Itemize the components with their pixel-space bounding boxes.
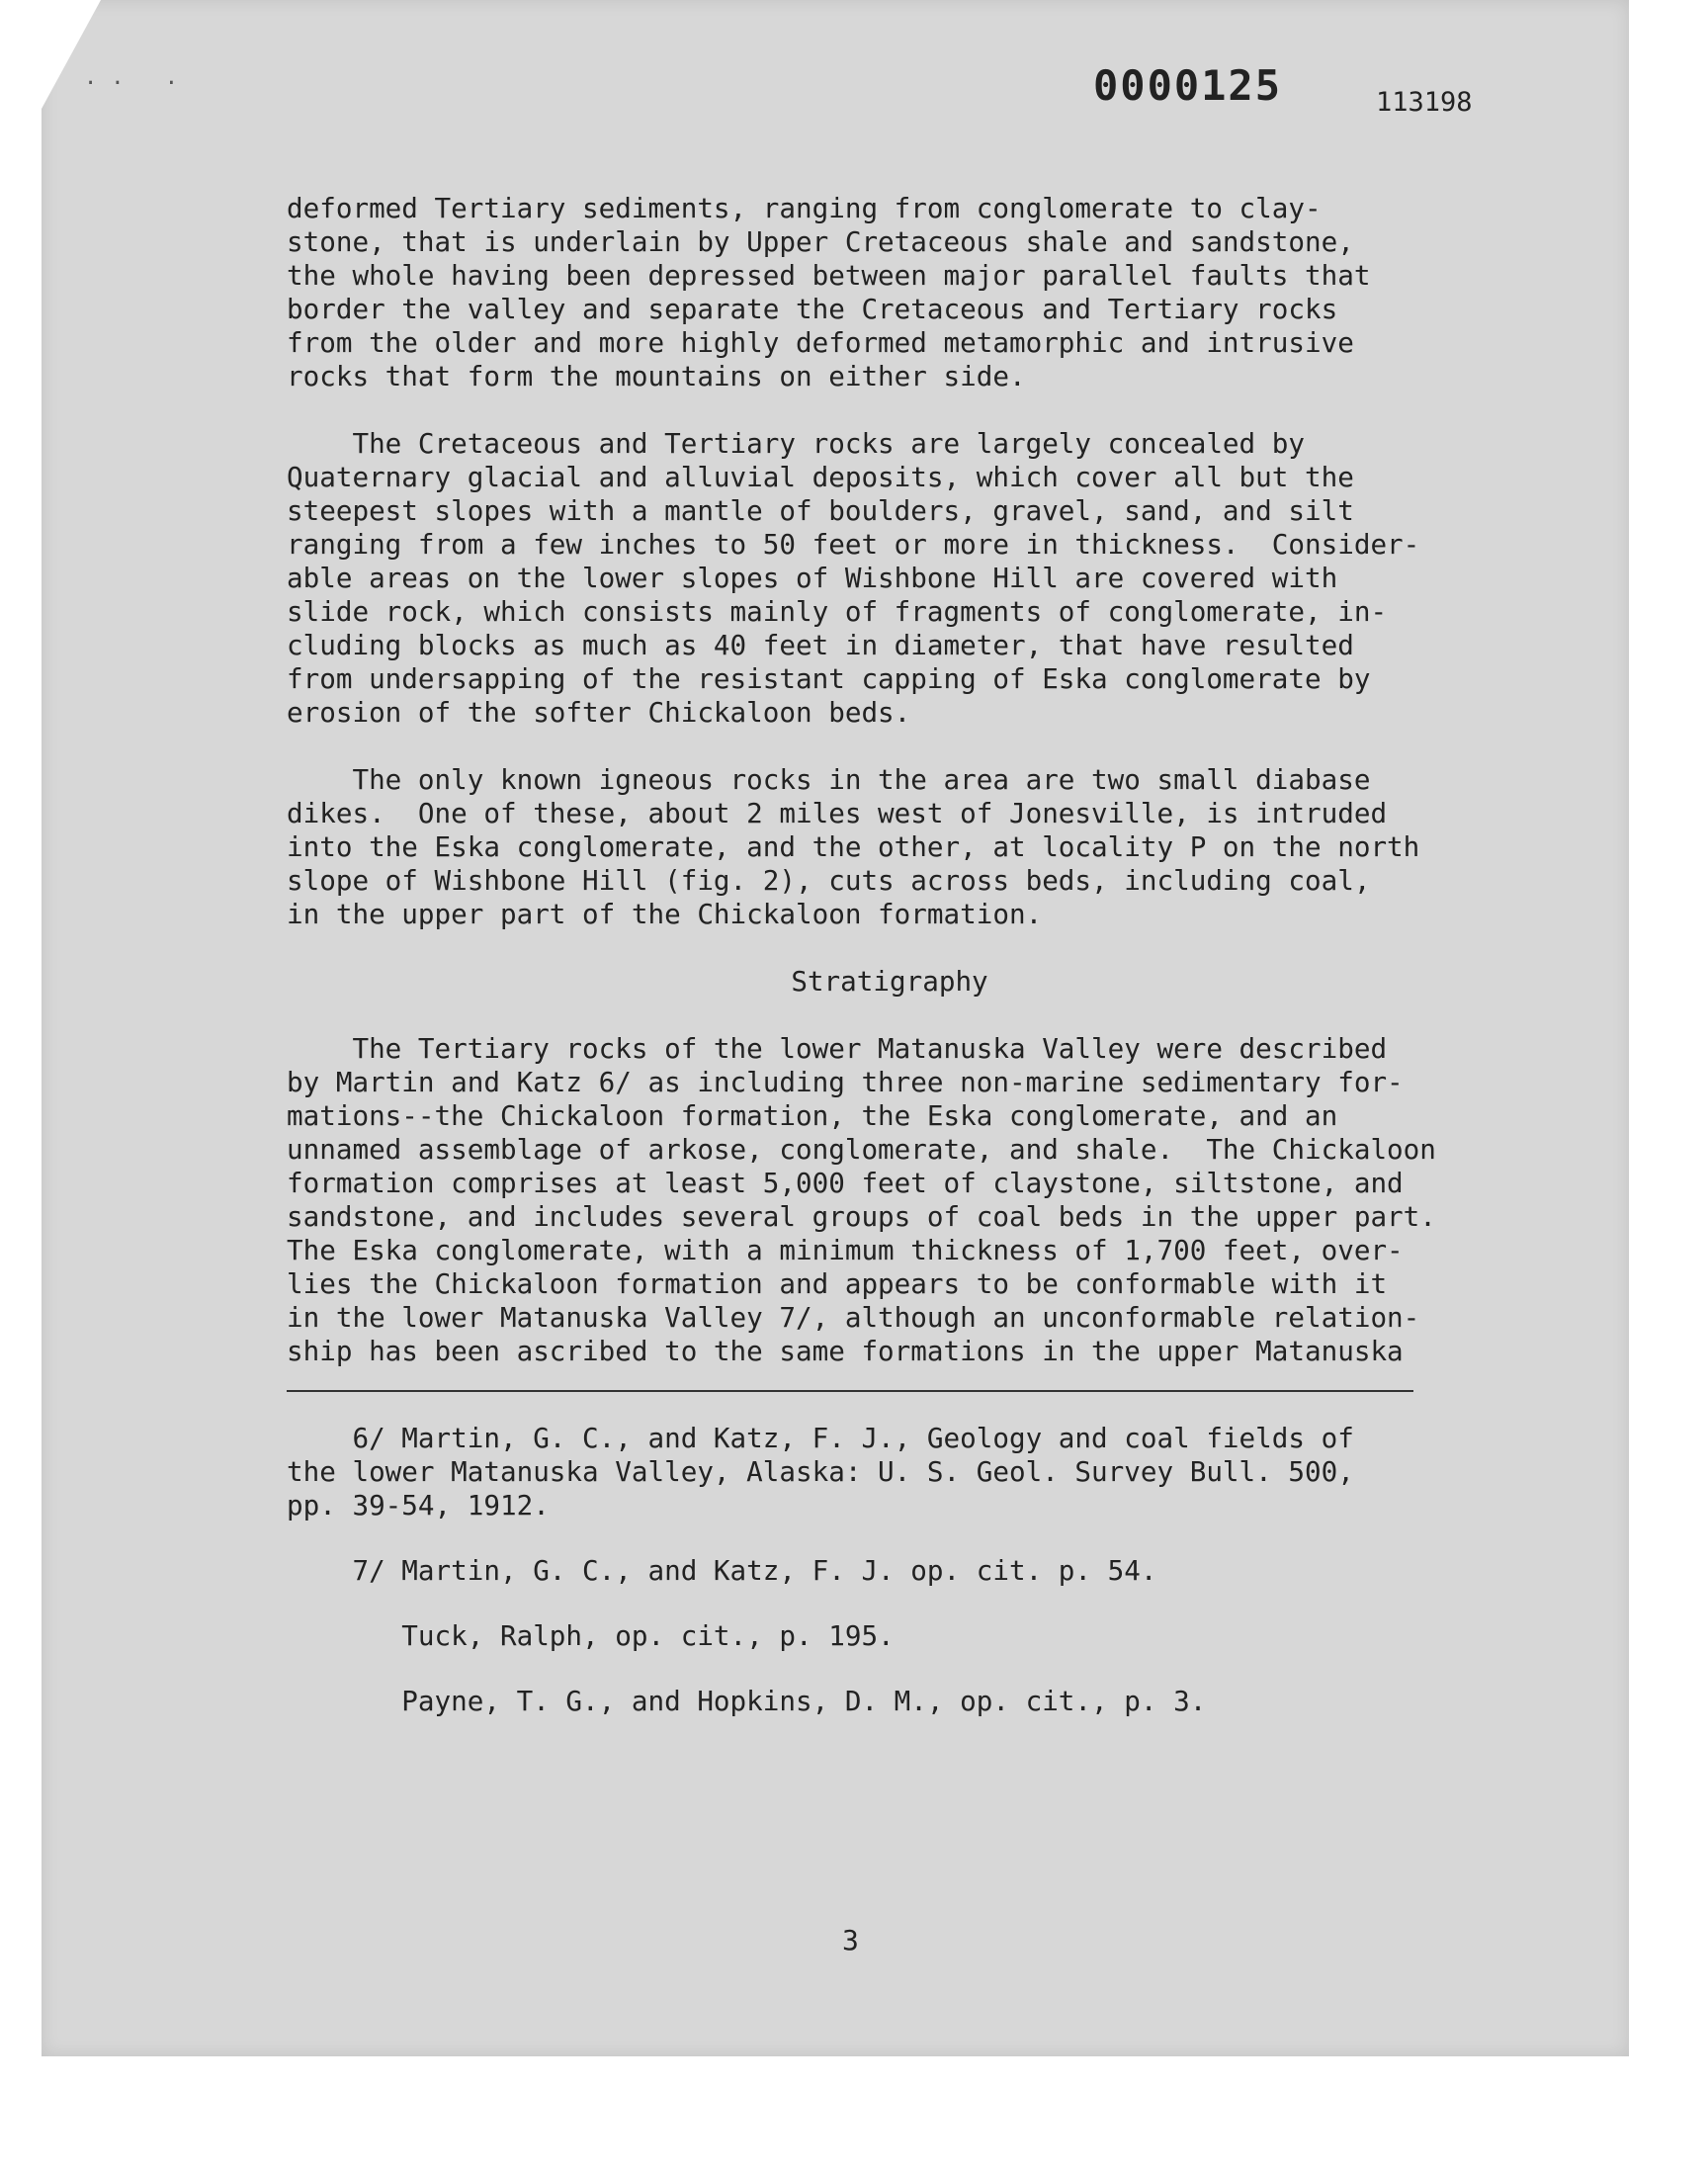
text-line: lies the Chickaloon formation and appears to be conformable with it <box>287 1267 1388 1300</box>
footnote <box>287 1422 1473 1522</box>
text-line: erosion of the softer Chickaloon beds. <box>287 696 911 729</box>
paragraph <box>287 192 1473 393</box>
text-line: The only known igneous rocks in the area are two small diabase <box>287 763 1371 796</box>
text-line: The Eska conglomerate, with a minimum thickness of 1,700 feet, over- <box>287 1234 1404 1266</box>
text-line: in the upper part of the Chickaloon formation. <box>287 898 1043 930</box>
section-heading: Stratigraphy <box>791 965 988 998</box>
footnote <box>287 1619 1473 1653</box>
document-number: 0000125 <box>1093 61 1283 110</box>
body-text <box>287 192 1473 1718</box>
text-line: deformed Tertiary sediments, ranging from conglomerate to clay- <box>287 192 1322 224</box>
footnote-line: 7/ Martin, G. C., and Katz, F. J. op. cit. p. 54. <box>287 1554 1157 1587</box>
text-line: from the older and more highly deformed metamorphic and intrusive <box>287 326 1354 359</box>
text-line: Quaternary glacial and alluvial deposits, which cover all but the <box>287 461 1354 493</box>
text-line: from undersapping of the resistant capping of Eska conglomerate by <box>287 662 1371 695</box>
text-line: formation comprises at least 5,000 feet of claystone, siltstone, and <box>287 1167 1404 1199</box>
text-line: slide rock, which consists mainly of fragments of conglomerate, in- <box>287 595 1388 628</box>
margin-specks: ·· · <box>84 71 192 96</box>
text-line: able areas on the lower slopes of Wishbone Hill are covered with <box>287 562 1338 594</box>
paragraph <box>287 763 1473 931</box>
text-line: ranging from a few inches to 50 feet or more in thickness. Consider- <box>287 528 1420 561</box>
text-line: border the valley and separate the Cretaceous and Tertiary rocks <box>287 293 1338 325</box>
footnote-divider <box>287 1390 1413 1392</box>
text-line: in the lower Matanuska Valley 7/, although an unconformable relation- <box>287 1301 1420 1334</box>
text-line: the whole having been depressed between major parallel faults that <box>287 259 1371 292</box>
paragraph <box>287 1032 1473 1368</box>
footnote <box>287 1685 1473 1718</box>
footnote-line: pp. 39-54, 1912. <box>287 1489 550 1522</box>
file-number: 113198 <box>1376 87 1473 118</box>
text-line: into the Eska conglomerate, and the other, at locality P on the north <box>287 830 1420 863</box>
text-line: stone, that is underlain by Upper Cretaceous shale and sandstone, <box>287 225 1354 258</box>
footnote-line: Tuck, Ralph, op. cit., p. 195. <box>287 1619 895 1652</box>
text-line: rocks that form the mountains on either side. <box>287 360 1026 392</box>
text-line: dikes. One of these, about 2 miles west of Jonesville, is intruded <box>287 797 1388 829</box>
text-line: The Cretaceous and Tertiary rocks are largely concealed by <box>287 427 1305 460</box>
footnote-line: Payne, T. G., and Hopkins, D. M., op. cit., p. 3. <box>287 1685 1207 1717</box>
text-line: The Tertiary rocks of the lower Matanuska Valley were described <box>287 1032 1388 1065</box>
text-line: mations--the Chickaloon formation, the Eska conglomerate, and an <box>287 1099 1338 1132</box>
footnote <box>287 1554 1473 1588</box>
footnote-line: the lower Matanuska Valley, Alaska: U. S. Geol. Survey Bull. 500, <box>287 1455 1354 1488</box>
footnote-line: 6/ Martin, G. C., and Katz, F. J., Geology and coal fields of <box>287 1422 1354 1454</box>
text-line: by Martin and Katz 6/ as including three non-marine sedimentary for- <box>287 1066 1404 1098</box>
text-line: slope of Wishbone Hill (fig. 2), cuts across beds, including coal, <box>287 864 1371 897</box>
text-line: unnamed assemblage of arkose, conglomerate, and shale. The Chickaloon <box>287 1133 1436 1166</box>
text-line: sandstone, and includes several groups of coal beds in the upper part. <box>287 1200 1436 1233</box>
text-line: cluding blocks as much as 40 feet in diameter, that have resulted <box>287 629 1354 661</box>
page-number: 3 <box>842 1924 859 1957</box>
text-line: ship has been ascribed to the same formations in the upper Matanuska <box>287 1335 1404 1367</box>
paragraph <box>287 427 1473 730</box>
text-line: steepest slopes with a mantle of boulders, gravel, sand, and silt <box>287 494 1354 527</box>
